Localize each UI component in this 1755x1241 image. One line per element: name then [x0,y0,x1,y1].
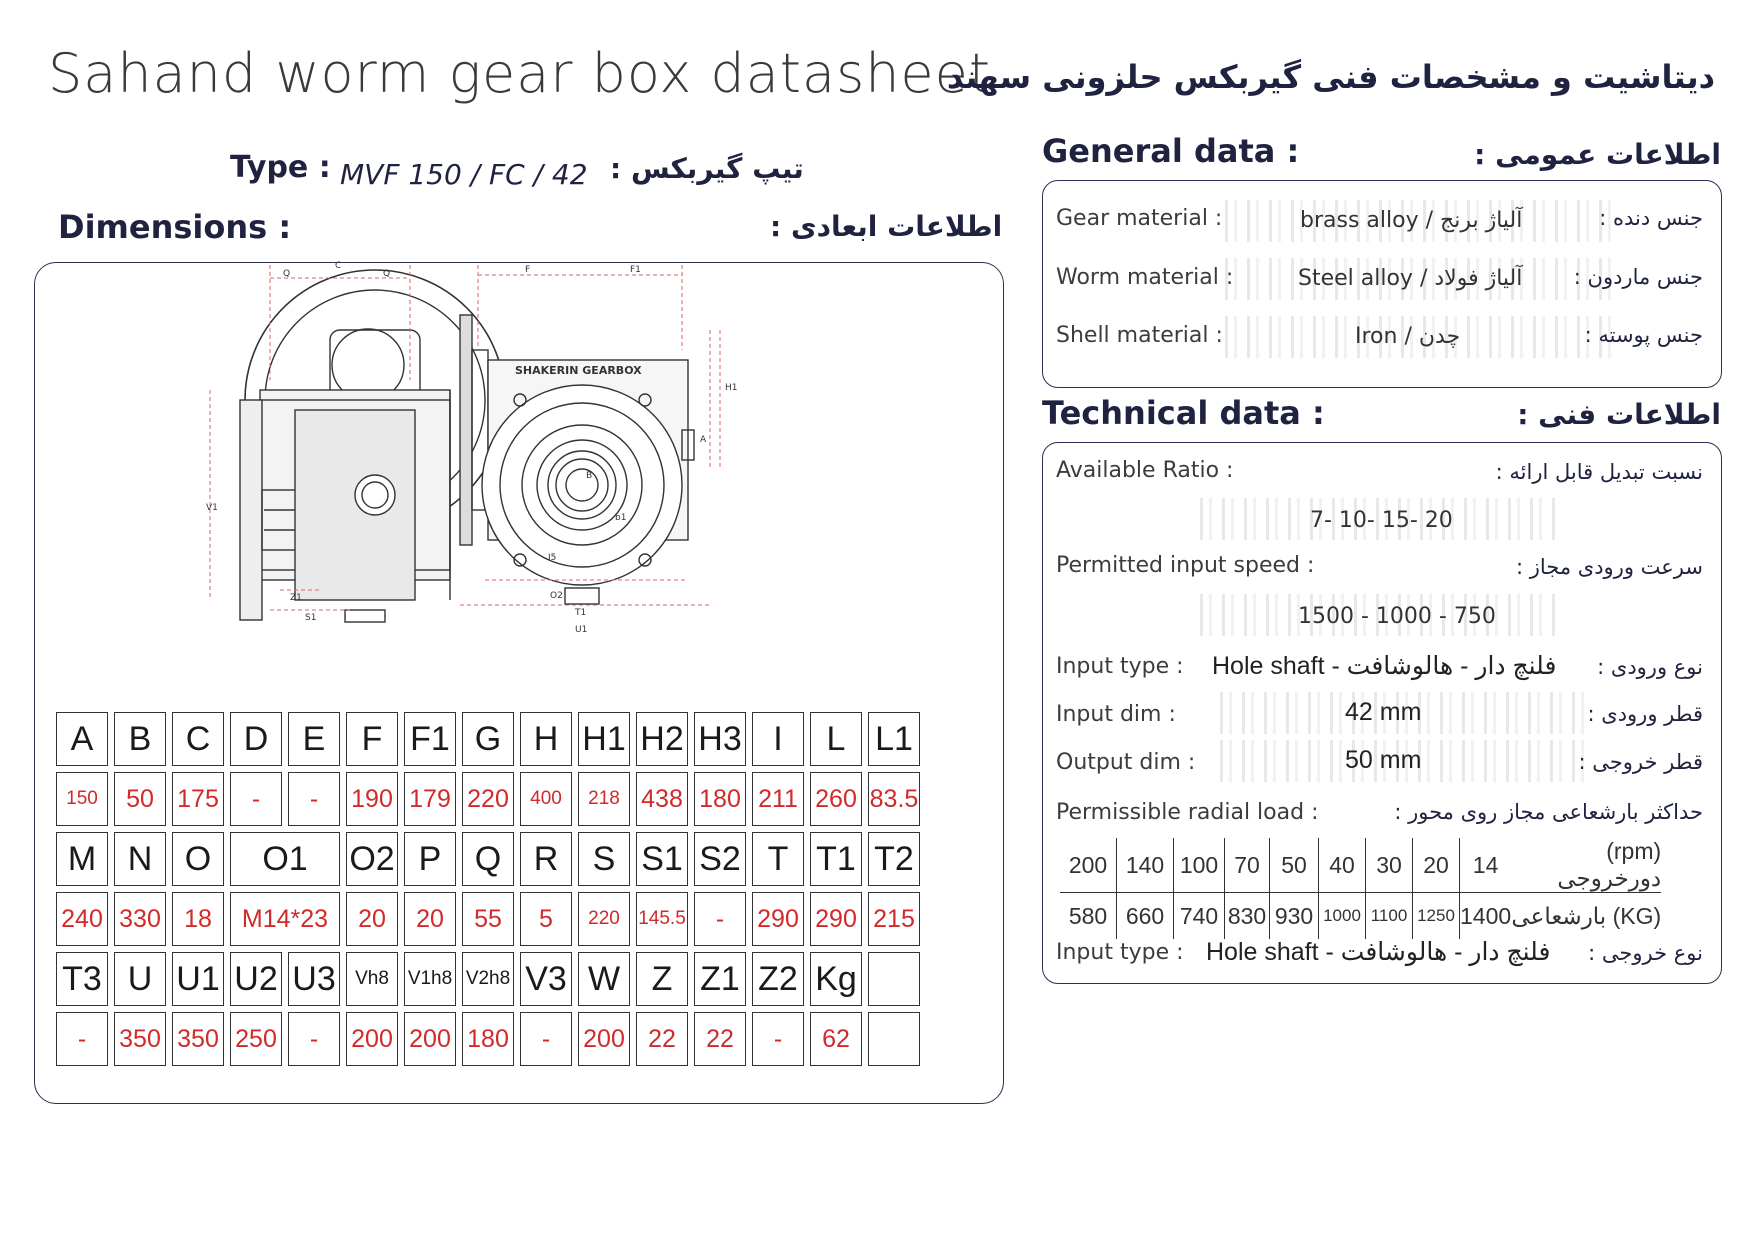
technical-title-fa: اطلاعات فنی : [1517,398,1721,431]
dim-value: 62 [810,1012,862,1066]
dim-value: 22 [694,1012,746,1066]
dim-header: P [404,832,456,886]
rpm-row [1060,838,1661,893]
radial-load-label-fa: حداکثر بارشعاعی مجاز روی محور : [1394,800,1703,824]
radial-load-table [1060,838,1661,939]
dims-value-row-3 [56,1012,920,1066]
rpm-row-label: (rpm) دورخروجی [1511,838,1661,893]
dim-value: 190 [346,772,398,826]
type-label: Type : [230,150,331,185]
dim-header: Z2 [752,952,804,1006]
rpm-value: 14 [1460,838,1512,893]
dim-label-f: F [525,265,531,275]
general-title: General data : [1042,132,1300,170]
dim-value: 250 [230,1012,282,1066]
dim-value: 211 [752,772,804,826]
dim-value: 350 [172,1012,224,1066]
dim-value: - [520,1012,572,1066]
gear-material-label-fa: جنس دنده : [1599,206,1703,230]
rpm-value: 200 [1060,838,1117,893]
dim-label-v1: V1 [206,503,218,513]
dim-value: 150 [56,772,108,826]
dim-label-z1: Z1 [290,593,302,603]
dims-header-row-2 [56,832,920,886]
dim-label-h1: H1 [725,383,738,393]
dim-header: W [578,952,630,1006]
dimensions-table [50,706,926,1072]
dim-value: - [56,1012,108,1066]
dim-value: 220 [462,772,514,826]
gear-material-label: Gear material : [1056,206,1223,231]
dim-header: L [810,712,862,766]
dim-value: 50 [114,772,166,826]
rpm-value: 20 [1413,838,1460,893]
input-type-value: Hole shaft - فلنچ دار - هالوشافت [1212,652,1557,680]
dim-label-f1: F1 [630,265,641,275]
dim-value: - [288,1012,340,1066]
ratio-label-fa: نسبت تبدیل قابل ارائه : [1495,460,1703,484]
dim-header: C [172,712,224,766]
dim-header: S1 [636,832,688,886]
output-type-label: Input type : [1056,940,1184,965]
kg-value: 1100 [1366,893,1413,940]
kg-row [1060,893,1661,940]
dim-header: U3 [288,952,340,1006]
rpm-value: 40 [1319,838,1366,893]
dim-header: V1h8 [404,952,456,1006]
input-dim-label-fa: قطر ورودی : [1587,702,1703,726]
dim-value: 330 [114,892,166,946]
dim-value: - [288,772,340,826]
dim-value: 179 [404,772,456,826]
dim-header: M [56,832,108,886]
general-title-fa: اطلاعات عمومی : [1474,138,1721,171]
rpm-value: 70 [1225,838,1270,893]
speed-value: 1500 - 1000 - 750 [1298,604,1496,629]
dim-label-i5: I5 [548,553,557,563]
input-type-label: Input type : [1056,654,1184,679]
dim-value: 175 [172,772,224,826]
ratio-label: Available Ratio : [1056,458,1234,483]
gear-material-value: brass alloy / آلیاژ برنج [1300,208,1523,233]
brand-plate: SHAKERIN GEARBOX [515,364,642,377]
front-view [460,315,694,604]
dim-value: 400 [520,772,572,826]
dim-header: Z1 [694,952,746,1006]
dim-header: H [520,712,572,766]
shell-material-label-fa: جنس پوسته : [1584,323,1703,347]
dim-header: B [114,712,166,766]
dims-value-row-1 [56,772,920,826]
input-dim-label: Input dim : [1056,702,1176,727]
kg-value: 830 [1225,893,1270,940]
input-dim-value: 42 mm [1345,698,1422,726]
dim-value: 438 [636,772,688,826]
dim-value: - [694,892,746,946]
kg-value: 1400 [1460,893,1512,940]
dim-header: H1 [578,712,630,766]
dim-value: 260 [810,772,862,826]
dim-value: - [752,1012,804,1066]
dim-value: 200 [346,1012,398,1066]
dim-value [868,1012,920,1066]
worm-material-value: Steel alloy / آلیاژ فولاد [1298,266,1523,291]
dim-header: T3 [56,952,108,1006]
dim-value: 5 [520,892,572,946]
dim-header: O1 [230,832,340,886]
dims-header-row-1 [56,712,920,766]
dim-header: V3 [520,952,572,1006]
input-type-label-fa: نوع ورودی : [1597,655,1703,679]
dim-header: U1 [172,952,224,1006]
ratio-value: 7- 10- 15- 20 [1310,508,1453,533]
dim-label-b: B [586,471,593,481]
dim-header: T2 [868,832,920,886]
kg-value: 1000 [1319,893,1366,940]
kg-value: 1250 [1413,893,1460,940]
dim-value: 218 [578,772,630,826]
dim-header: Vh8 [346,952,398,1006]
dim-value: 290 [752,892,804,946]
kg-value: 660 [1117,893,1174,940]
dim-header: N [114,832,166,886]
dimensions-title-fa: اطلاعات ابعادی : [770,210,1003,243]
rpm-value: 140 [1117,838,1174,893]
dim-header: S2 [694,832,746,886]
dim-header: U [114,952,166,1006]
rpm-value: 50 [1270,838,1319,893]
dim-header: O [172,832,224,886]
dim-value: 350 [114,1012,166,1066]
dim-value: 18 [172,892,224,946]
dim-header: G [462,712,514,766]
dim-label-q-left: Q [283,269,291,279]
dim-header: Q [462,832,514,886]
dim-label-s1: S1 [305,613,317,623]
dim-value: 20 [404,892,456,946]
page-title-fa: دیتاشیت و مشخصات فنی گیربکس حلزونی سهند [946,58,1715,96]
type-label-fa: تیپ گیربکس : [610,152,804,185]
dim-header: S [578,832,630,886]
dim-value: 240 [56,892,108,946]
rpm-value: 100 [1174,838,1225,893]
dim-label-a: A [700,435,707,445]
dim-header: U2 [230,952,282,1006]
output-dim-label-fa: قطر خروجی : [1578,750,1703,774]
dim-header: H3 [694,712,746,766]
worm-material-label: Worm material : [1056,265,1234,290]
output-type-value: Hole shaft - فلنچ دار - هالوشافت [1206,938,1551,966]
dim-header: F [346,712,398,766]
dim-label-c: C [335,261,342,271]
dim-header: V2h8 [462,952,514,1006]
dim-value: - [230,772,282,826]
dim-value: 215 [868,892,920,946]
dim-label-b1: b1 [615,513,627,523]
dim-header: D [230,712,282,766]
rpm-value: 30 [1366,838,1413,893]
dim-value: 180 [694,772,746,826]
dim-value: M14*23 [230,892,340,946]
type-value: MVF 150 / FC / 42 [340,158,588,191]
output-type-label-fa: نوع خروجی : [1588,941,1703,965]
dim-header: Kg [810,952,862,1006]
kg-row-label: (KG) بارشعاعی [1511,902,1662,929]
dim-value: 145.5 [636,892,688,946]
dim-label-t1: T1 [575,608,587,618]
dim-header: H2 [636,712,688,766]
dim-value: 20 [346,892,398,946]
dim-header: I [752,712,804,766]
dim-value: 83.5 [868,772,920,826]
speed-label: Permitted input speed : [1056,553,1315,578]
dim-header: T1 [810,832,862,886]
dim-value: 180 [462,1012,514,1066]
technical-title: Technical data : [1042,394,1325,432]
page-title-en: Sahand worm gear box datasheet [48,42,992,105]
dim-header: E [288,712,340,766]
kg-value: 740 [1174,893,1225,940]
gearbox-drawing [206,261,820,690]
dim-header [868,952,920,1006]
kg-value: 580 [1068,902,1108,929]
shell-material-label: Shell material : [1056,323,1223,348]
shell-material-value: Iron / چدن [1355,324,1461,349]
dim-header: L1 [868,712,920,766]
dim-header: Z [636,952,688,1006]
dim-value: 200 [578,1012,630,1066]
dim-header: O2 [346,832,398,886]
dim-value: 200 [404,1012,456,1066]
dim-value: 22 [636,1012,688,1066]
dim-header: R [520,832,572,886]
dim-value: 290 [810,892,862,946]
dimensions-title: Dimensions : [58,208,292,246]
dims-value-row-2 [56,892,920,946]
output-dim-label: Output dim : [1056,750,1196,775]
kg-value: 930 [1270,893,1319,940]
worm-material-label-fa: جنس ماردون : [1573,265,1703,289]
dims-header-row-3 [56,952,920,1006]
dim-header: T [752,832,804,886]
dim-header: F1 [404,712,456,766]
dim-label-o2: O2 [550,591,563,601]
dim-header: A [56,712,108,766]
output-dim-value: 50 mm [1345,746,1422,774]
dim-label-q-right: Q [383,269,391,279]
dim-label-u1: U1 [575,625,588,635]
dim-value: 220 [578,892,630,946]
speed-label-fa: سرعت ورودی مجاز : [1516,555,1703,579]
dim-value: 55 [462,892,514,946]
radial-load-label: Permissible radial load : [1056,800,1319,825]
